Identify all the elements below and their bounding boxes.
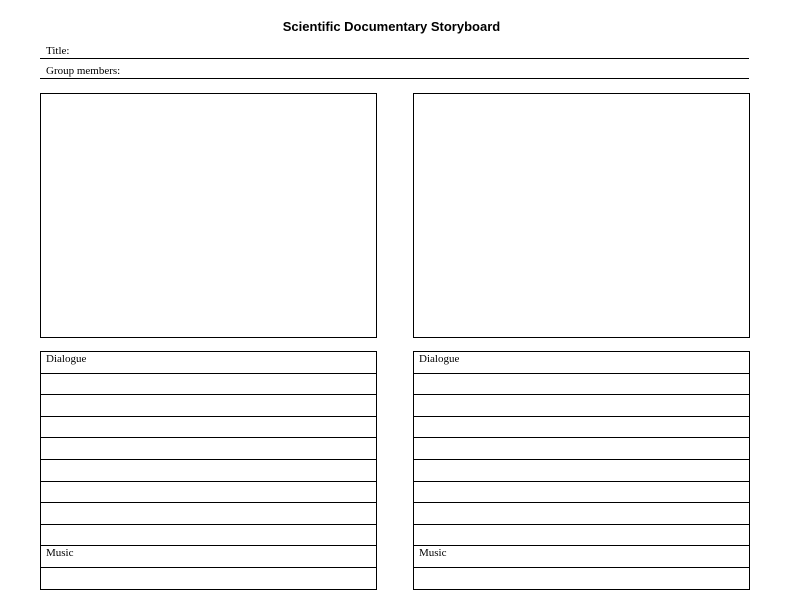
dialogue-line[interactable] (41, 374, 376, 396)
music-line[interactable] (414, 568, 749, 590)
dialogue-line[interactable] (414, 374, 749, 396)
storyboard-frame-right (413, 93, 750, 338)
dialogue-line[interactable] (414, 503, 749, 525)
dialogue-line[interactable] (41, 482, 376, 504)
music-line[interactable] (41, 568, 376, 590)
title-field[interactable] (40, 44, 749, 59)
dialogue-line[interactable] (41, 417, 376, 439)
dialogue-line[interactable] (41, 525, 376, 547)
dialogue-line[interactable] (41, 395, 376, 417)
group-members-field[interactable] (40, 64, 749, 79)
dialogue-header-row (41, 352, 376, 374)
dialogue-header-row (414, 352, 749, 374)
dialogue-line[interactable] (41, 438, 376, 460)
dialogue-line[interactable] (41, 460, 376, 482)
group-members-field-label: Group members: (46, 65, 121, 77)
dialogue-line[interactable] (414, 395, 749, 417)
dialogue-label: Dialogue (419, 353, 460, 365)
dialogue-line[interactable] (414, 438, 749, 460)
dialogue-line[interactable] (414, 460, 749, 482)
script-table-right (413, 351, 750, 590)
storyboard-frame-left (40, 93, 377, 338)
dialogue-line[interactable] (41, 503, 376, 525)
page-title: Scientific Documentary Storyboard (282, 19, 501, 34)
script-table-left (40, 351, 377, 590)
music-label: Music (419, 547, 447, 560)
music-header-row (414, 546, 749, 568)
music-header-row (41, 546, 376, 568)
dialogue-line[interactable] (414, 417, 749, 439)
title-field-label: Title: (46, 45, 70, 57)
music-label: Music (46, 547, 74, 560)
dialogue-line[interactable] (414, 525, 749, 547)
dialogue-line[interactable] (414, 482, 749, 504)
dialogue-label: Dialogue (46, 353, 87, 365)
